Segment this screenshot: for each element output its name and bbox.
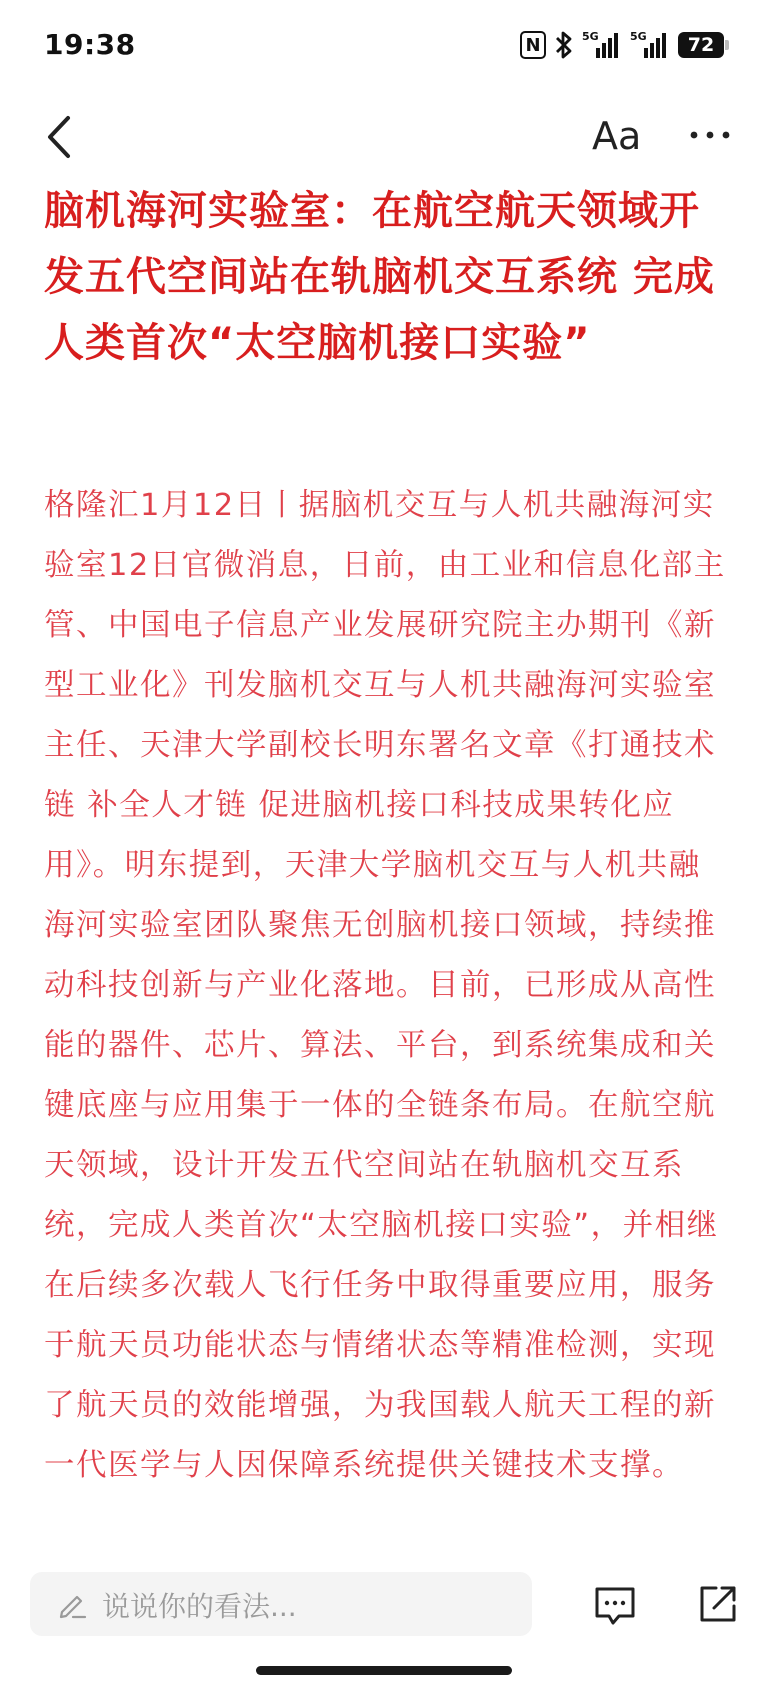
home-indicator (256, 1666, 512, 1675)
nav-bar (0, 100, 768, 176)
battery-icon: 72 (678, 32, 724, 58)
nfc-icon: N (520, 31, 546, 59)
font-size-button[interactable]: Aa (592, 114, 642, 158)
status-icons (520, 28, 724, 62)
status-bar (0, 0, 768, 90)
bottom-bar (0, 1572, 768, 1652)
signal-icon-1 (582, 30, 622, 60)
comment-input[interactable] (30, 1572, 532, 1636)
status-time: 19:38 (44, 28, 136, 61)
signal-1-label: 5G (582, 30, 599, 43)
bluetooth-icon (554, 30, 574, 60)
more-icon[interactable] (688, 120, 732, 150)
article-body: 格隆汇1月12日丨据脑机交互与人机共融海河实验室12日官微消息，日前，由工业和信息化部主管、中国电子信息产业发展研究院主办期刊《新型工业化》刊发脑机交互与人机共融海河实验室主任、天津大学副校长明东署名文章《打通技术链 补全人才链 促进脑机接口科技成果转化应用》。明东提到，天津大学脑机交互与人机共融海河实验室团队聚焦无创脑机接口领域，持续推动科技创新与产业化落地。目前，已形成从高性能的器件、芯片、算法、平台，到系统集成和关键底座与应用集于一体的全链条布局。在航空航天领域，设计开发五代空间站在轨脑机交互系统，完成人类首次“太空脑机接口实验”，并相继在后续多次载人飞行任务中取得重要应用，服务于航天员功能状态与情绪状态等精准检测，实现了航天员的效能增强，为我国载人航天工程的新一代医学与人因保障系统提供关键技术支撑。 (44, 488, 726, 1483)
signal-icon-2 (630, 30, 670, 60)
comment-placeholder: 说说你的看法... (102, 1590, 297, 1623)
signal-2-label: 5G (630, 30, 647, 43)
back-icon[interactable] (40, 112, 80, 162)
pen-icon (56, 1588, 88, 1620)
article-title: 脑机海河实验室：在航空航天领域开发五代空间站在轨脑机交互系统 完成人类首次“太空脑机接口实验” (44, 188, 715, 366)
share-icon[interactable] (696, 1582, 740, 1626)
comment-icon[interactable] (592, 1584, 638, 1628)
